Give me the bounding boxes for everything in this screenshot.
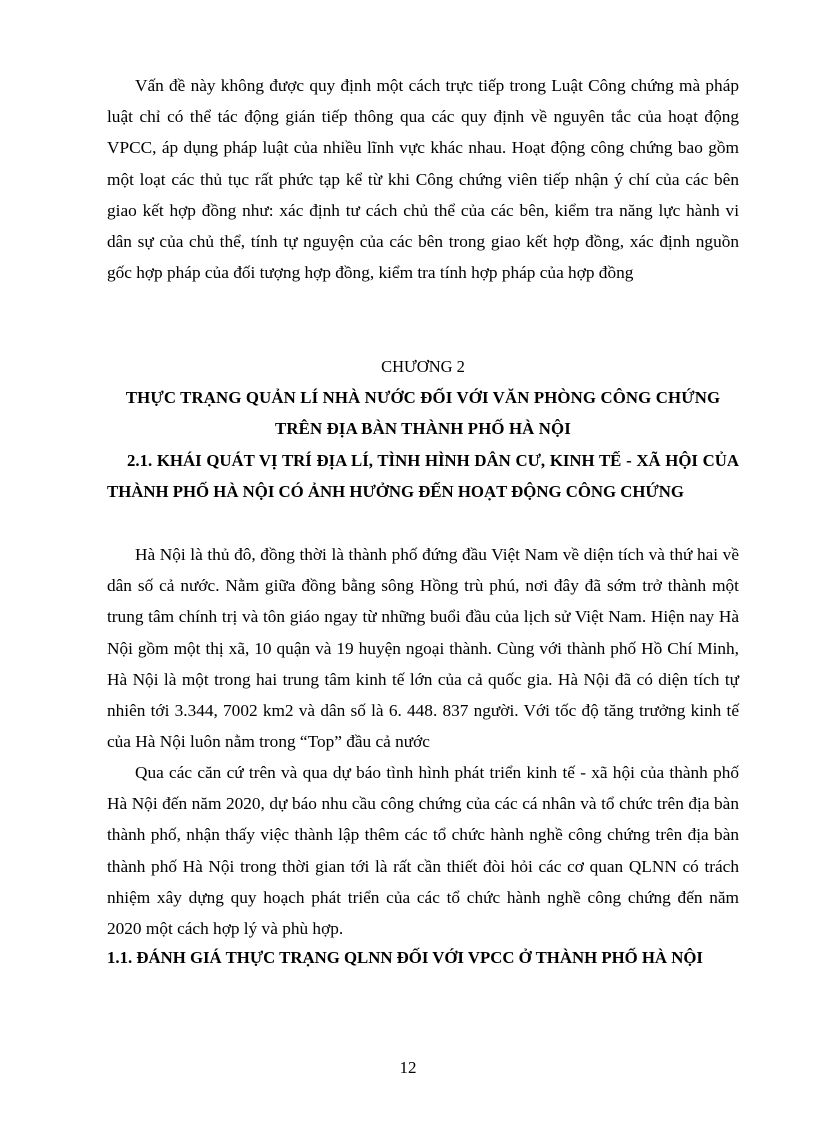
section-1-1-block	[107, 942, 739, 973]
chapter-number: CHƯƠNG 2	[381, 357, 465, 376]
body-paragraph: Qua các căn cứ trên và qua dự báo tình hình phát triển kinh tế - xã hội của thành phố Hà Nội đến năm 2020, dự báo nhu cầu công chứng của các cá nhân và tổ chức trên địa bàn thành phố, nhận thấy việc thành lập thêm các tổ chức hành nghề công chứng trên địa bàn thành phố Hà Nội trong thời gian tới là rất cần thiết đòi hỏi các cơ quan QLNN có trách nhiệm xây dựng quy hoạch phát triển của các tổ chức hành nghề công chứng đến năm 2020 một cách hợp lý và phù hợp.	[107, 763, 739, 939]
paragraph-block-1	[107, 70, 739, 288]
page-number: 12	[399, 1058, 417, 1077]
chapter-heading	[107, 352, 739, 444]
paragraph-block-3	[107, 757, 739, 944]
section-2-1-block	[107, 445, 739, 507]
body-paragraph: Vấn đề này không được quy định một cách trực tiếp trong Luật Công chứng mà pháp luật chỉ có thể tác động gián tiếp thông qua các quy định về nguyên tắc của hoạt động VPCC, áp dụng pháp luật của nhiều lĩnh vực khác nhau. Hoạt động công chứng bao gồm một loạt các thủ tục rất phức tạp kể từ khi Công chứng viên tiếp nhận ý chí của các bên giao kết hợp đồng như: xác định tư cách chủ thể của các bên, kiểm tra năng lực hành vi dân sự của chủ thể, tính tự nguyện của các bên trong giao kết hợp đồng, xác định nguồn gốc hợp pháp của đối tượng hợp đồng, kiểm tra tính hợp pháp của hợp đồng	[107, 76, 739, 283]
section-heading-1-1: 1.1. ĐÁNH GIÁ THỰC TRẠNG QLNN ĐỐI VỚI VPCC Ở THÀNH PHỐ HÀ NỘI	[107, 948, 703, 967]
section-heading-2-1: 2.1. KHÁI QUÁT VỊ TRÍ ĐỊA LÍ, TÌNH HÌNH DÂN CƯ, KINH TẾ - XÃ HỘI CỦA THÀNH PHỐ HÀ NỘI CÓ ẢNH HƯỞNG ĐẾN HOẠT ĐỘNG CÔNG CHỨNG	[107, 451, 739, 501]
chapter-title-line-2: TRÊN ĐỊA BÀN THÀNH PHỐ HÀ NỘI	[275, 419, 571, 438]
body-paragraph: Hà Nội là thủ đô, đồng thời là thành phố đứng đầu Việt Nam về diện tích và thứ hai về dân số cả nước. Nằm giữa đồng bằng sông Hồng trù phú, nơi đây đã sớm trở thành một trung tâm chính trị và tôn giáo ngay từ những buổi đầu của lịch sử Việt Nam. Hiện nay Hà Nội gồm một thị xã, 10 quận và 19 huyện ngoại thành. Cùng với thành phố Hồ Chí Minh, Hà Nội là một trong hai trung tâm kinh tế lớn của cả quốc gia. Hà Nội đã có diện tích tự nhiên tới 3.344, 7002 km2 và dân số là 6. 448. 837 người. Với tốc độ tăng trưởng kinh tế của Hà Nội luôn nằm trong “Top” đầu cả nước	[107, 545, 739, 752]
chapter-title-line-1: THỰC TRẠNG QUẢN LÍ NHÀ NƯỚC ĐỐI VỚI VĂN PHÒNG CÔNG CHỨNG	[125, 388, 721, 407]
paragraph-block-2	[107, 539, 739, 757]
